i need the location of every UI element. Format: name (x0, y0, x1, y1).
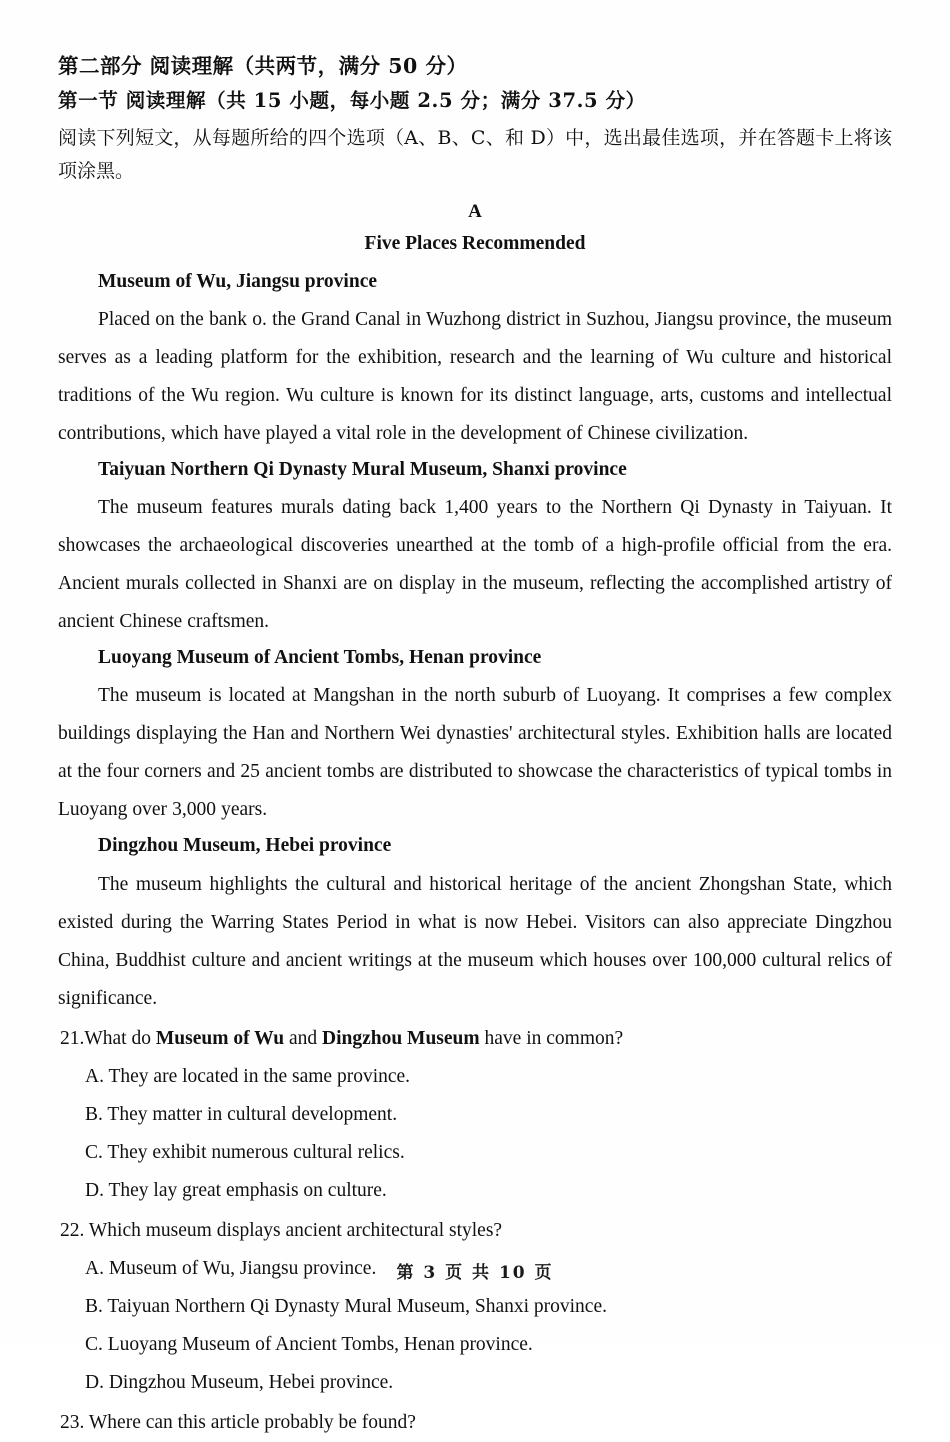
question-option[interactable]: B. They matter in cultural development. (85, 1103, 398, 1125)
question-stem-suffix: have in common? (479, 1027, 624, 1049)
question-stem-text: Where can this article probably be found? (88, 1411, 416, 1433)
question-option[interactable]: D. Dingzhou Museum, Hebei province. (85, 1371, 394, 1393)
question-stem-bold-dingzhou-museum: Dingzhou Museum (321, 1027, 480, 1049)
section-instruction: 阅读下列短文，从每题所给的四个选项（A、B、C、和 D）中，选出最佳选项，并在答题卡上将该项涂黑。 (58, 127, 892, 183)
passage-entry-heading: Taiyuan Northern Qi Dynasty Mural Museum, Shanxi province (98, 458, 627, 480)
question-stem-mid: and (284, 1027, 322, 1049)
passage-entry-body: The museum is located at Mangshan in the north suburb of Luoyang. It comprises a few complex buildings displaying the Han and Northern Wei dynasties' architectural styles. Exhibition halls are located at the four corners and 25 ancient tombs are distributed to showcase the characteristics of typical tombs in Luoyang over 3,000 years. (58, 685, 892, 821)
question-option[interactable]: D. They lay great emphasis on culture. (85, 1179, 387, 1201)
passage-entry-heading: Luoyang Museum of Ancient Tombs, Henan province (98, 647, 542, 669)
question-option[interactable]: C. They exhibit numerous cultural relics. (85, 1141, 405, 1163)
question-stem (58, 1212, 892, 1250)
passage-entry-body: The museum highlights the cultural and historical heritage of the ancient Zhongshan State, which existed during the Warring States Period in what is now Hebei. Visitors can also appreciate Dingzhou China, Buddhist culture and ancient writings at the museum which houses over 100,000 cultural relics of significance. (58, 873, 892, 1009)
question-number: 22. (60, 1219, 85, 1241)
page-footer: 第 3 页 共 10 页 (396, 1263, 554, 1283)
section-heading: 第一节 阅读理解（共 15 小题，每小题 2.5 分；满分 37.5 分） (58, 88, 646, 112)
passage-entry (58, 831, 892, 1017)
section-letter: A (468, 200, 482, 222)
question-number: 21. (60, 1027, 85, 1049)
question-stem (58, 1404, 892, 1442)
passage-entry (58, 267, 892, 453)
question-number: 23. (60, 1411, 85, 1433)
page-content (58, 56, 892, 1442)
question-stem-prefix: What do (84, 1027, 156, 1049)
passage-entry-heading: Museum of Wu, Jiangsu province (98, 270, 378, 292)
question-stem-bold-museum-of-wu: Museum of Wu (155, 1027, 285, 1049)
question-option[interactable]: A. Museum of Wu, Jiangsu province. (85, 1257, 377, 1279)
question-stem (58, 1020, 892, 1058)
part-heading: 第二部分 阅读理解（共两节，满分 50 分） (58, 54, 468, 78)
question-option[interactable]: C. Luoyang Museum of Ancient Tombs, Henan province. (85, 1333, 533, 1355)
passage-entry-heading: Dingzhou Museum, Hebei province (98, 835, 392, 857)
passage-entry-body: The museum features murals dating back 1,400 years to the Northern Qi Dynasty in Taiyuan. It showcases the archaeological discoveries unearthed at the tomb of a high-profile official from the era. Ancient murals collected in Shanxi are on display in the museum, reflecting the accomplished artistry of ancient Chinese craftsmen. (58, 497, 892, 633)
question-21 (58, 1020, 892, 1210)
passage-entry (58, 455, 892, 641)
question-option[interactable]: A. They are located in the same province. (85, 1065, 411, 1087)
question-23 (58, 1404, 892, 1442)
passage-entry (58, 643, 892, 829)
passage-entry-body: Placed on the bank o. the Grand Canal in Wuzhong district in Suzhou, Jiangsu province, the museum serves as a leading platform for the exhibition, research and the learning of Wu culture and historical traditions of the Wu region. Wu culture is known for its distinct language, arts, customs and intellectual contributions, which have played a vital role in the development of Chinese civilization. (58, 308, 892, 444)
passage-title: Five Places Recommended (364, 232, 586, 254)
question-option[interactable]: B. Taiyuan Northern Qi Dynasty Mural Museum, Shanxi province. (85, 1295, 607, 1317)
question-stem-text: Which museum displays ancient architectural styles? (88, 1219, 503, 1241)
question-22 (58, 1212, 892, 1402)
